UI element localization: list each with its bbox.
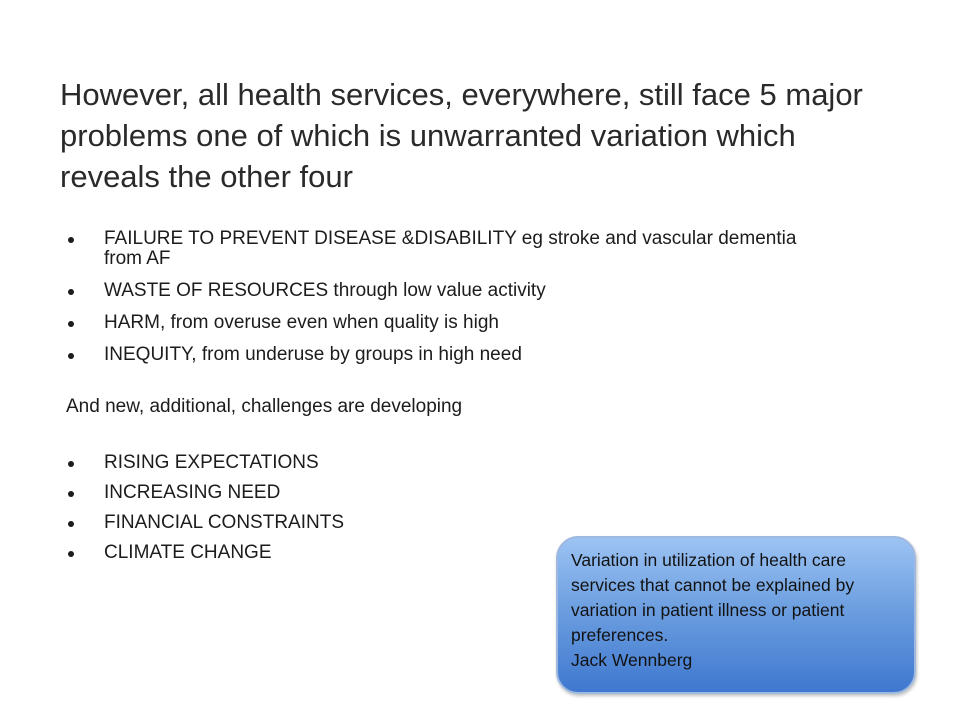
quote-author: Jack Wennberg	[571, 650, 693, 670]
list-item-text: INCREASING NEED	[104, 482, 281, 503]
definition-callout	[556, 536, 916, 694]
bullet-icon	[68, 353, 74, 359]
list-item-text: INEQUITY, from underuse by groups in high need	[104, 344, 522, 365]
bullet-icon	[68, 461, 74, 467]
bullet-icon	[68, 491, 74, 497]
problems-list	[68, 229, 828, 377]
list-item-text: HARM, from overuse even when quality is high	[104, 312, 499, 333]
list-item-text: WASTE OF RESOURCES through low value activity	[104, 280, 546, 301]
list-item	[68, 453, 568, 473]
list-item	[68, 543, 568, 563]
list-item	[68, 345, 828, 365]
bullet-icon	[68, 237, 74, 243]
subheading: And new, additional, challenges are developing	[66, 396, 463, 417]
list-item	[68, 229, 828, 269]
bullet-icon	[68, 321, 74, 327]
bullet-icon	[68, 521, 74, 527]
quote-text: Variation in utilization of health care services that cannot be explained by variation in patient illness or patient preferences.	[571, 550, 855, 645]
bullet-icon	[68, 551, 74, 557]
challenges-list	[68, 453, 568, 573]
list-item	[68, 513, 568, 533]
list-item	[68, 483, 568, 503]
list-item-text: FINANCIAL CONSTRAINTS	[104, 512, 344, 533]
list-item	[68, 281, 828, 301]
bullet-icon	[68, 289, 74, 295]
list-item-text: CLIMATE CHANGE	[104, 542, 272, 563]
list-item-text: RISING EXPECTATIONS	[104, 452, 319, 473]
list-item-text: FAILURE TO PREVENT DISEASE &DISABILITY eg stroke and vascular dementia from AF	[104, 228, 797, 269]
list-item	[68, 313, 828, 333]
slide-title: However, all health services, everywhere, still face 5 major problems one of which is unwarranted variation which reveals the other four	[60, 77, 863, 194]
